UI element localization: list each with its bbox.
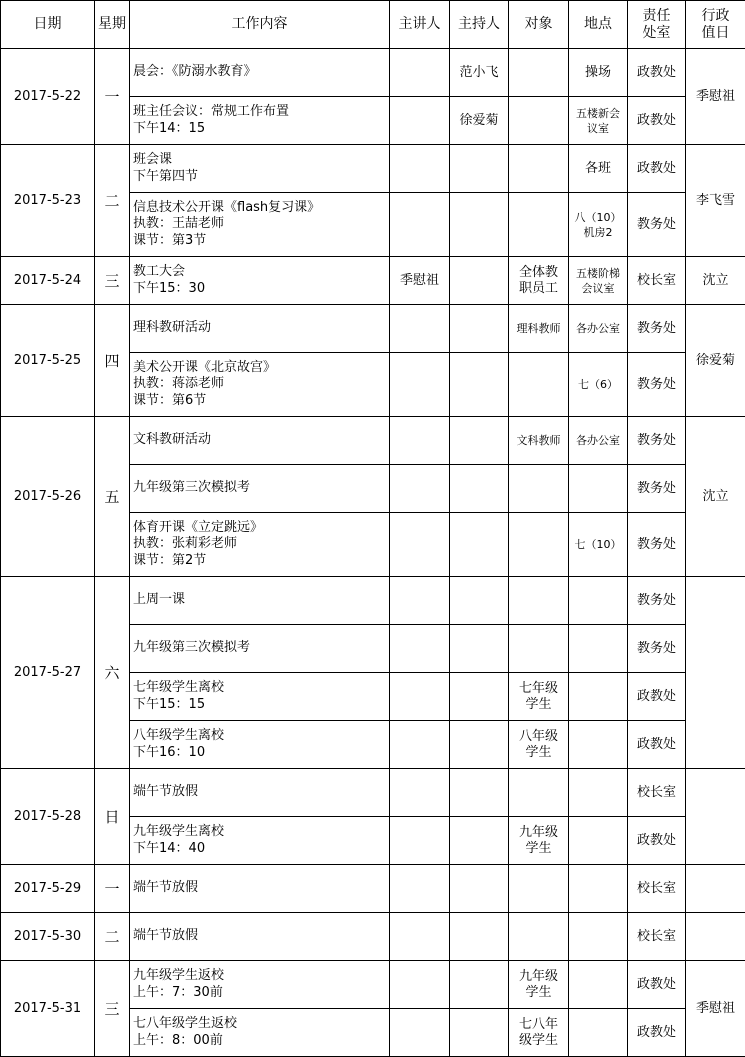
content-cell: 七年级学生离校 下午15：15 (130, 673, 390, 721)
table-row (1, 577, 745, 625)
location-cell (569, 961, 628, 1009)
dept-cell: 教务处 (628, 353, 686, 417)
host-cell (450, 721, 509, 769)
speaker-cell (390, 145, 450, 193)
target-cell (509, 353, 569, 417)
content-cell: 信息技术公开课《flash复习课》 执教：王喆老师 课节：第3节 (130, 193, 390, 257)
target-cell (509, 913, 569, 961)
speaker-cell (390, 865, 450, 913)
host-cell (450, 417, 509, 465)
location-cell: 各办公室 (569, 417, 628, 465)
weekday-cell: 一 (95, 49, 130, 145)
host-cell (450, 257, 509, 305)
content-cell: 上周一课 (130, 577, 390, 625)
host-cell (450, 513, 509, 577)
date-cell: 2017-5-23 (1, 145, 95, 257)
duty-cell: 沈立 (686, 417, 745, 577)
host-cell (450, 353, 509, 417)
content-cell: 八年级学生离校 下午16：10 (130, 721, 390, 769)
target-cell (509, 625, 569, 673)
header-location: 地点 (569, 1, 628, 49)
location-cell: 各办公室 (569, 305, 628, 353)
content-cell: 端午节放假 (130, 913, 390, 961)
date-cell: 2017-5-24 (1, 257, 95, 305)
weekday-cell: 四 (95, 305, 130, 417)
dept-cell: 政教处 (628, 49, 686, 97)
duty-cell: 徐爱菊 (686, 305, 745, 417)
weekday-cell: 五 (95, 417, 130, 577)
date-cell: 2017-5-29 (1, 865, 95, 913)
duty-cell (686, 913, 745, 961)
target-cell: 九年级 学生 (509, 817, 569, 865)
date-cell: 2017-5-26 (1, 417, 95, 577)
duty-cell: 季慰祖 (686, 961, 745, 1057)
host-cell (450, 465, 509, 513)
weekday-cell: 日 (95, 769, 130, 865)
target-cell (509, 49, 569, 97)
duty-cell: 李飞雪 (686, 145, 745, 257)
location-cell: 八（10） 机房2 (569, 193, 628, 257)
content-cell: 晨会：《防溺水教育》 (130, 49, 390, 97)
target-cell: 九年级 学生 (509, 961, 569, 1009)
host-cell (450, 145, 509, 193)
speaker-cell (390, 49, 450, 97)
weekday-cell: 三 (95, 257, 130, 305)
speaker-cell (390, 721, 450, 769)
weekday-cell: 六 (95, 577, 130, 769)
dept-cell: 教务处 (628, 417, 686, 465)
content-cell: 理科教研活动 (130, 305, 390, 353)
dept-cell: 政教处 (628, 721, 686, 769)
location-cell (569, 913, 628, 961)
location-cell: 五楼新会 议室 (569, 97, 628, 145)
duty-cell: 沈立 (686, 257, 745, 305)
header-date: 日期 (1, 1, 95, 49)
host-cell (450, 625, 509, 673)
host-cell (450, 305, 509, 353)
content-cell: 美术公开课《北京故宫》 执教：蒋添老师 课节：第6节 (130, 353, 390, 417)
content-cell: 端午节放假 (130, 865, 390, 913)
speaker-cell: 季慰祖 (390, 257, 450, 305)
content-cell: 九年级学生返校 上午：7：30前 (130, 961, 390, 1009)
speaker-cell (390, 577, 450, 625)
target-cell (509, 193, 569, 257)
table-row (1, 305, 745, 353)
speaker-cell (390, 417, 450, 465)
content-cell: 九年级第三次模拟考 (130, 465, 390, 513)
dept-cell: 政教处 (628, 817, 686, 865)
location-cell (569, 865, 628, 913)
date-cell: 2017-5-28 (1, 769, 95, 865)
dept-cell: 教务处 (628, 193, 686, 257)
target-cell: 七八年 级学生 (509, 1009, 569, 1057)
date-cell: 2017-5-27 (1, 577, 95, 769)
date-cell: 2017-5-22 (1, 49, 95, 145)
location-cell (569, 769, 628, 817)
date-cell: 2017-5-30 (1, 913, 95, 961)
host-cell (450, 769, 509, 817)
speaker-cell (390, 817, 450, 865)
header-duty: 行政 值日 (686, 1, 745, 49)
speaker-cell (390, 465, 450, 513)
header-target: 对象 (509, 1, 569, 49)
table-row (1, 257, 745, 305)
dept-cell: 政教处 (628, 961, 686, 1009)
target-cell (509, 513, 569, 577)
duty-cell (686, 769, 745, 865)
weekday-cell: 一 (95, 865, 130, 913)
speaker-cell (390, 97, 450, 145)
host-cell (450, 577, 509, 625)
schedule-header (1, 1, 745, 49)
host-cell (450, 865, 509, 913)
speaker-cell (390, 673, 450, 721)
table-row (1, 49, 745, 97)
target-cell (509, 865, 569, 913)
content-cell: 文科教研活动 (130, 417, 390, 465)
table-row (1, 961, 745, 1009)
dept-cell: 校长室 (628, 769, 686, 817)
location-cell (569, 1009, 628, 1057)
location-cell: 七（6） (569, 353, 628, 417)
host-cell (450, 673, 509, 721)
target-cell: 七年级 学生 (509, 673, 569, 721)
header-content: 工作内容 (130, 1, 390, 49)
target-cell: 文科教师 (509, 417, 569, 465)
content-cell: 七八年级学生返校 上午：8：00前 (130, 1009, 390, 1057)
dept-cell: 政教处 (628, 1009, 686, 1057)
header-weekday: 星期 (95, 1, 130, 49)
host-cell (450, 961, 509, 1009)
dept-cell: 政教处 (628, 673, 686, 721)
content-cell: 班会课 下午第四节 (130, 145, 390, 193)
target-cell: 八年级 学生 (509, 721, 569, 769)
location-cell (569, 625, 628, 673)
dept-cell: 政教处 (628, 97, 686, 145)
target-cell: 全体教 职员工 (509, 257, 569, 305)
header-speaker: 主讲人 (390, 1, 450, 49)
target-cell (509, 97, 569, 145)
target-cell (509, 577, 569, 625)
host-cell: 徐爱菊 (450, 97, 509, 145)
dept-cell: 校长室 (628, 257, 686, 305)
table-row (1, 145, 745, 193)
speaker-cell (390, 305, 450, 353)
location-cell (569, 577, 628, 625)
date-cell: 2017-5-31 (1, 961, 95, 1057)
content-cell: 体育开课《立定跳远》 执教：张莉彩老师 课节：第2节 (130, 513, 390, 577)
location-cell (569, 721, 628, 769)
header-dept: 责任 处室 (628, 1, 686, 49)
speaker-cell (390, 913, 450, 961)
target-cell: 理科教师 (509, 305, 569, 353)
dept-cell: 政教处 (628, 145, 686, 193)
target-cell (509, 145, 569, 193)
dept-cell: 教务处 (628, 625, 686, 673)
host-cell (450, 193, 509, 257)
content-cell: 端午节放假 (130, 769, 390, 817)
weekday-cell: 三 (95, 961, 130, 1057)
location-cell (569, 673, 628, 721)
dept-cell: 教务处 (628, 577, 686, 625)
duty-cell (686, 577, 745, 769)
speaker-cell (390, 513, 450, 577)
duty-cell (686, 865, 745, 913)
speaker-cell (390, 193, 450, 257)
host-cell (450, 1009, 509, 1057)
speaker-cell (390, 1009, 450, 1057)
header-row (1, 1, 745, 49)
target-cell (509, 465, 569, 513)
location-cell (569, 817, 628, 865)
location-cell: 操场 (569, 49, 628, 97)
weekday-cell: 二 (95, 145, 130, 257)
table-row (1, 913, 745, 961)
location-cell: 五楼阶梯 会议室 (569, 257, 628, 305)
location-cell: 七（10） (569, 513, 628, 577)
content-cell: 班主任会议：常规工作布置 下午14：15 (130, 97, 390, 145)
table-row (1, 865, 745, 913)
dept-cell: 教务处 (628, 465, 686, 513)
speaker-cell (390, 769, 450, 817)
target-cell (509, 769, 569, 817)
header-host: 主持人 (450, 1, 509, 49)
speaker-cell (390, 625, 450, 673)
location-cell: 各班 (569, 145, 628, 193)
content-cell: 九年级第三次模拟考 (130, 625, 390, 673)
dept-cell: 教务处 (628, 513, 686, 577)
schedule-body (1, 49, 745, 1057)
table-row (1, 769, 745, 817)
content-cell: 九年级学生离校 下午14：40 (130, 817, 390, 865)
date-cell: 2017-5-25 (1, 305, 95, 417)
speaker-cell (390, 961, 450, 1009)
dept-cell: 教务处 (628, 305, 686, 353)
duty-cell: 季慰祖 (686, 49, 745, 145)
location-cell (569, 465, 628, 513)
host-cell (450, 913, 509, 961)
table-row (1, 417, 745, 465)
dept-cell: 校长室 (628, 913, 686, 961)
speaker-cell (390, 353, 450, 417)
weekday-cell: 二 (95, 913, 130, 961)
content-cell: 教工大会 下午15：30 (130, 257, 390, 305)
dept-cell: 校长室 (628, 865, 686, 913)
host-cell: 范小飞 (450, 49, 509, 97)
host-cell (450, 817, 509, 865)
